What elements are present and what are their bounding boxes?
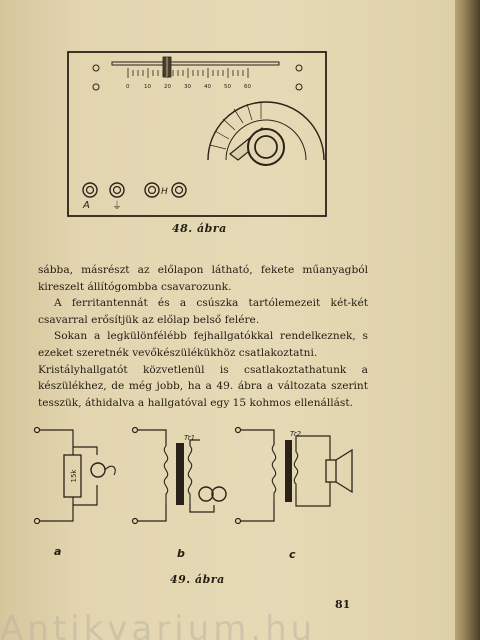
earphone-icon <box>91 463 105 477</box>
paragraph-3: Sokan a legkülönfélébb fejhallgatókkal rendelkeznek, s ezeket szeretnék vevőkészülékükhöz csatlakoztatni. <box>38 330 368 359</box>
sub-label-b: b <box>177 547 185 560</box>
headphone-left-icon <box>199 487 213 501</box>
speaker-icon <box>326 460 336 482</box>
scale-label-60: 60 <box>244 84 251 90</box>
jack-label-ground: ⏚ <box>112 201 122 212</box>
page-number: 81 <box>335 598 351 611</box>
figure-49-caption: 49. ábra <box>170 573 225 586</box>
scale-label-30: 30 <box>184 84 191 90</box>
scale-label-10: 10 <box>144 84 151 90</box>
schematic-b <box>133 428 227 524</box>
sub-label-c: c <box>289 548 296 561</box>
paragraph-4: Kristályhallgatót közvetlenül is csatlakoztathatunk a készülékhez, de még jobb, ha a 49. ábra a változata szerint tesszük, áthidalva a hallgatóval egy 15 kohmos ellenállást. <box>38 363 368 409</box>
schematic-c <box>236 428 353 524</box>
scale-label-50: 50 <box>224 84 231 90</box>
transformer-b-label: Tr1 <box>184 434 196 442</box>
transformer-core <box>176 443 184 505</box>
transformer-core <box>285 440 292 502</box>
headphone-right-icon <box>212 487 226 501</box>
resistor-label: 15k <box>70 469 78 483</box>
jack-label-h: H <box>161 187 168 197</box>
paragraph-2: A ferritantennát és a csúszka tartólemezeit két-két csavarral erősítjük az előlap belső felére. <box>38 297 368 326</box>
sub-label-a: a <box>54 545 62 558</box>
jack-label-a: A <box>83 200 90 211</box>
paragraph-1: sábba, másrészt az előlapon látható, fekete műanyagból kireszelt állítógombba csavarozunk. <box>38 264 368 293</box>
watermark: Antikvarium.hu <box>0 614 317 640</box>
figure-48-caption: 48. ábra <box>172 222 227 235</box>
scale-label-40: 40 <box>204 84 211 90</box>
transformer-c-label: Tr2 <box>290 430 302 438</box>
scale-label-0: 0 <box>126 84 130 90</box>
scale-label-20: 20 <box>164 84 171 90</box>
